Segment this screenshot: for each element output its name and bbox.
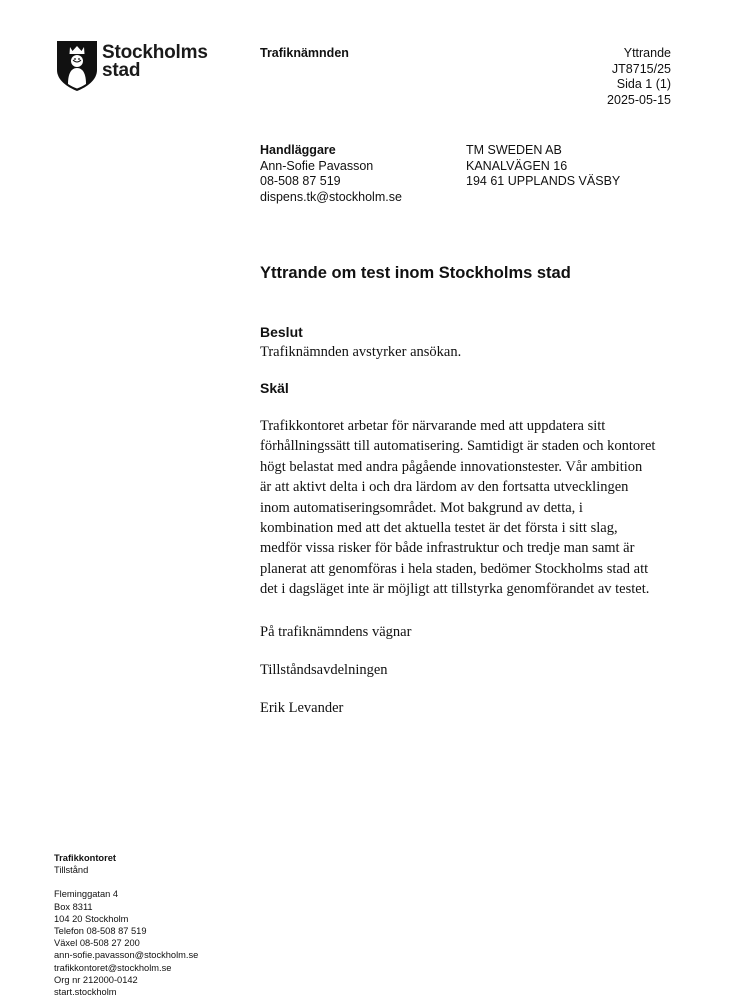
reasons-heading: Skäl <box>260 380 289 396</box>
footer-unit: Tillstånd <box>54 865 89 876</box>
reasons-line: det i dagsläget inte är möjligt att tillstyrka genomförandet av testet. <box>260 581 650 598</box>
stockholms-stad-logo <box>56 40 216 92</box>
footer-email[interactable]: ann-sofie.pavasson@stockholm.se <box>54 950 199 961</box>
recipient-company: TM SWEDEN AB <box>466 143 562 157</box>
footer-address-line: 104 20 Stockholm <box>54 913 129 924</box>
reasons-line: Trafikkontoret arbetar för närvarande med att uppdatera sitt <box>260 418 606 434</box>
reasons-paragraph <box>260 416 680 600</box>
decision-text: Trafiknämnden avstyrker ansökan. <box>260 344 462 360</box>
document-title: Yttrande om test inom Stockholms stad <box>260 264 571 282</box>
footer-switchboard: Växel 08-508 27 200 <box>54 938 140 949</box>
logo-wordmark <box>102 44 208 80</box>
handler-phone: 08-508 87 519 <box>260 174 341 188</box>
reasons-line: planerat att genomföras i hela staden, bedömer Stockholms stad att <box>260 560 649 577</box>
reasons-line: är att aktivt delta i och dra lärdom av den fortsatta utvecklingen <box>260 479 629 496</box>
reasons-line: inom automatiseringsområdet. Mot bakgrund av detta, i <box>260 499 583 516</box>
reasons-line: förhållningssätt till automatisering. Samtidigt är staden och kontoret <box>260 438 656 455</box>
handler-email[interactable]: dispens.tk@stockholm.se <box>260 189 402 204</box>
reasons-line: medför vissa risker för både infrastruktur och tredje man samt är <box>260 540 635 557</box>
recipient-postal: 194 61 UPPLANDS VÄSBY <box>466 174 621 188</box>
organization-name: Trafiknämnden <box>260 46 349 60</box>
city-crest-icon <box>56 40 98 92</box>
footer-address-line: Box 8311 <box>54 901 93 912</box>
document-date: 2025-05-15 <box>607 92 671 107</box>
document-type: Yttrande <box>623 46 671 60</box>
reasons-line: kombination med att det aktuella testet är det första i sitt slag, <box>260 520 618 537</box>
footer-contact <box>54 852 198 998</box>
footer-spacer <box>54 876 198 888</box>
reasons-line: högt belastat med andra pågående innovationstester. Vår ambition <box>260 458 643 475</box>
handler-heading: Handläggare <box>260 143 336 157</box>
recipient-address <box>466 143 620 190</box>
reference-number: JT8715/25 <box>611 61 671 76</box>
logo-line-2: stad <box>102 60 141 81</box>
closing-signatory: Erik Levander <box>260 700 344 716</box>
page-number: Sida 1 (1) <box>616 77 671 91</box>
handler-block <box>260 143 402 205</box>
closing-on-behalf: På trafiknämndens vägnar <box>260 624 412 640</box>
footer-email[interactable]: trafikkontoret@stockholm.se <box>54 962 172 973</box>
footer-phone: Telefon 08-508 87 519 <box>54 926 147 937</box>
decision-heading: Beslut <box>260 324 303 340</box>
closing-department: Tillståndsavdelningen <box>260 662 388 678</box>
document-meta <box>607 46 671 108</box>
footer-org-number: Org nr 212000-0142 <box>54 974 138 985</box>
recipient-street: KANALVÄGEN 16 <box>466 158 568 173</box>
footer-address-line: Fleminggatan 4 <box>54 889 119 900</box>
logo-line-1: Stockholms <box>102 42 208 63</box>
footer-department: Trafikkontoret <box>54 853 116 863</box>
handler-name: Ann-Sofie Pavasson <box>260 158 374 173</box>
footer-website[interactable]: start.stockholm <box>54 987 117 998</box>
